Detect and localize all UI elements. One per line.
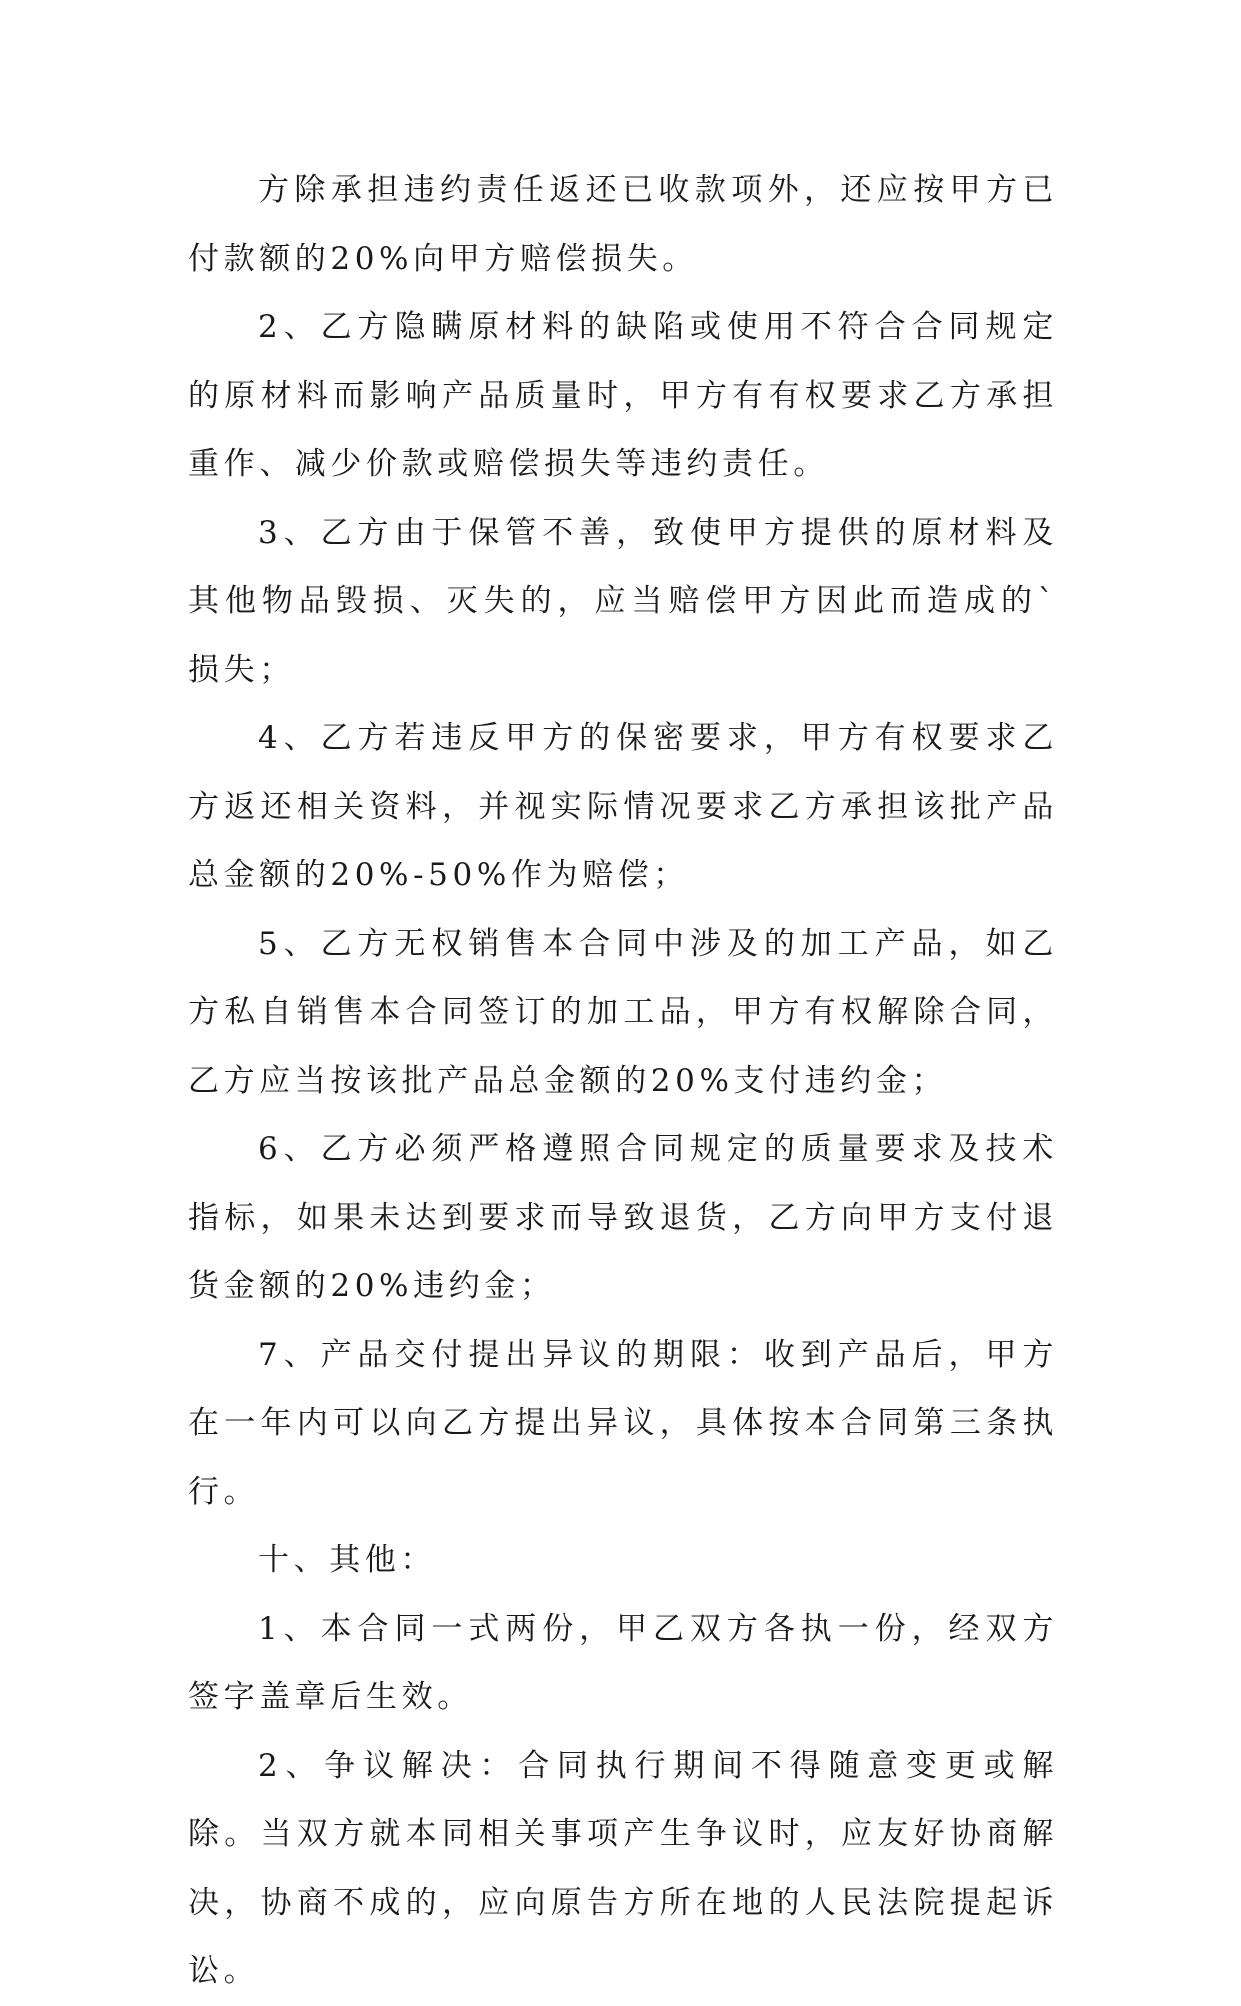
paragraph-clause-continuation: 方除承担违约责任返还已收款项外，还应按甲方已付款额的20%向甲方赔偿损失。 (188, 172, 1058, 277)
paragraph-clause-2: 2、乙方隐瞒原材料的缺陷或使用不符合合同规定的原材料而影响产品质量时，甲方有有权要求乙方承担重作、减少价款或赔偿损失等违约责任。 (188, 309, 1058, 482)
paragraph-clause-3: 3、乙方由于保管不善，致使甲方提供的原材料及其他物品毁损、灭失的，应当赔偿甲方因此而造成的`损失； (188, 514, 1058, 688)
paragraph-clause-7: 7、产品交付提出异议的期限：收到产品后，甲方在一年内可以向乙方提出异议，具体按本合同第三条执行。 (188, 1336, 1058, 1510)
section-heading-other: 十、其他： (258, 1542, 436, 1578)
paragraph-clause-5: 5、乙方无权销售本合同中涉及的加工产品，如乙方私自销售本合同签订的加工品，甲方有权解除合同，乙方应当按该批产品总金额的20%支付违约金； (188, 925, 1058, 1099)
document-body (188, 156, 1058, 2006)
paragraph-clause-6: 6、乙方必须严格遵照合同规定的质量要求及技术指标，如果未达到要求而导致退货，乙方向甲方支付退货金额的20%违约金； (188, 1131, 1058, 1304)
paragraph-other-1: 1、本合同一式两份，甲乙双方各执一份，经双方签字盖章后生效。 (188, 1610, 1058, 1715)
paragraph-other-2: 2、争议解决：合同执行期间不得随意变更或解除。当双方就本同相关事项产生争议时，应友好协商解决，协商不成的，应向原告方所在地的人民法院提起诉讼。 (188, 1747, 1058, 1989)
paragraph-clause-4: 4、乙方若违反甲方的保密要求，甲方有权要求乙方返还相关资料，并视实际情况要求乙方承担该批产品总金额的20%-50%作为赔偿； (188, 720, 1058, 893)
